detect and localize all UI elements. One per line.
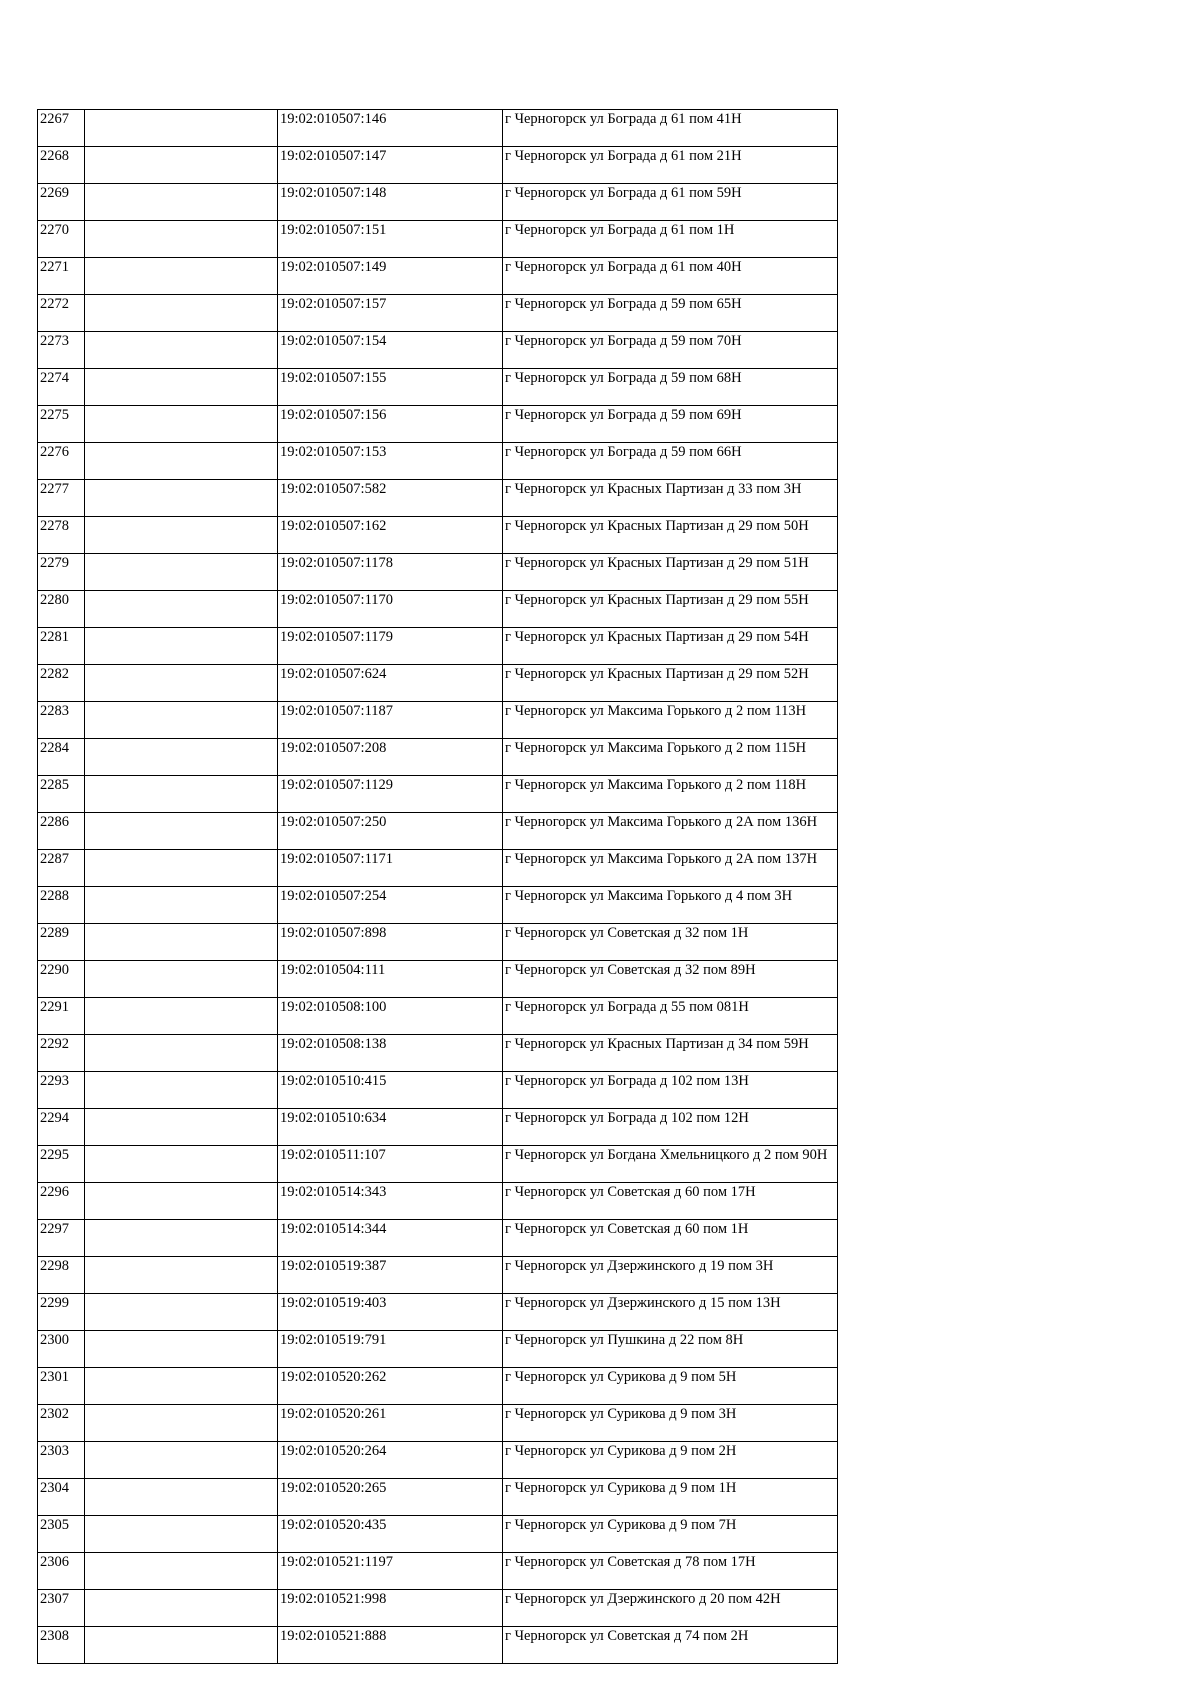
owner-cell: [85, 1479, 278, 1516]
owner-cell: [85, 1516, 278, 1553]
cadastral-number-cell: 19:02:010507:162: [278, 517, 503, 554]
row-number-cell: 2301: [38, 1368, 85, 1405]
owner-cell: [85, 702, 278, 739]
cadastral-number-cell: 19:02:010507:1187: [278, 702, 503, 739]
address-cell: г Черногорск ул Советская д 74 пом 2Н: [503, 1627, 838, 1664]
address-cell: г Черногорск ул Максима Горького д 2А пом 137Н: [503, 850, 838, 887]
table-row: [38, 924, 838, 961]
cadastral-number-cell: 19:02:010519:387: [278, 1257, 503, 1294]
owner-cell: [85, 924, 278, 961]
table-row: [38, 1146, 838, 1183]
address-cell: г Черногорск ул Богдана Хмельницкого д 2 пом 90Н: [503, 1146, 838, 1183]
owner-cell: [85, 1146, 278, 1183]
row-number-cell: 2272: [38, 295, 85, 332]
row-number-cell: 2285: [38, 776, 85, 813]
owner-cell: [85, 554, 278, 591]
row-number-cell: 2293: [38, 1072, 85, 1109]
owner-cell: [85, 1257, 278, 1294]
table-row: [38, 184, 838, 221]
cadastral-number-cell: 19:02:010520:262: [278, 1368, 503, 1405]
cadastral-number-cell: 19:02:010508:138: [278, 1035, 503, 1072]
cadastral-number-cell: 19:02:010507:1171: [278, 850, 503, 887]
cadastral-number-cell: 19:02:010507:149: [278, 258, 503, 295]
address-cell: г Черногорск ул Максима Горького д 2 пом 113Н: [503, 702, 838, 739]
owner-cell: [85, 1183, 278, 1220]
table-row: [38, 1442, 838, 1479]
owner-cell: [85, 406, 278, 443]
table-row: [38, 1109, 838, 1146]
owner-cell: [85, 850, 278, 887]
owner-cell: [85, 1072, 278, 1109]
table-row: [38, 591, 838, 628]
cadastral-number-cell: 19:02:010511:107: [278, 1146, 503, 1183]
address-cell: г Черногорск ул Бограда д 102 пом 13Н: [503, 1072, 838, 1109]
owner-cell: [85, 998, 278, 1035]
owner-cell: [85, 295, 278, 332]
cadastral-number-cell: 19:02:010514:344: [278, 1220, 503, 1257]
row-number-cell: 2278: [38, 517, 85, 554]
address-cell: г Черногорск ул Красных Партизан д 29 пом 55Н: [503, 591, 838, 628]
address-cell: г Черногорск ул Бограда д 61 пом 21Н: [503, 147, 838, 184]
address-cell: г Черногорск ул Красных Партизан д 29 пом 50Н: [503, 517, 838, 554]
table-row: [38, 1257, 838, 1294]
table-row: [38, 1479, 838, 1516]
cadastral-number-cell: 19:02:010520:265: [278, 1479, 503, 1516]
cadastral-number-cell: 19:02:010507:254: [278, 887, 503, 924]
address-cell: г Черногорск ул Бограда д 59 пом 66Н: [503, 443, 838, 480]
table-row: [38, 554, 838, 591]
owner-cell: [85, 628, 278, 665]
table-row: [38, 1035, 838, 1072]
address-cell: г Черногорск ул Советская д 60 пом 1Н: [503, 1220, 838, 1257]
table-row: [38, 1294, 838, 1331]
owner-cell: [85, 1220, 278, 1257]
row-number-cell: 2306: [38, 1553, 85, 1590]
cadastral-number-cell: 19:02:010507:151: [278, 221, 503, 258]
cadastral-number-cell: 19:02:010519:403: [278, 1294, 503, 1331]
row-number-cell: 2304: [38, 1479, 85, 1516]
address-cell: г Черногорск ул Бограда д 59 пом 69Н: [503, 406, 838, 443]
table-row: [38, 1368, 838, 1405]
address-cell: г Черногорск ул Сурикова д 9 пом 3Н: [503, 1405, 838, 1442]
table-row: [38, 1627, 838, 1664]
table-row: [38, 776, 838, 813]
address-cell: г Черногорск ул Бограда д 59 пом 68Н: [503, 369, 838, 406]
cadastral-number-cell: 19:02:010504:111: [278, 961, 503, 998]
table-row: [38, 1331, 838, 1368]
row-number-cell: 2296: [38, 1183, 85, 1220]
cadastral-number-cell: 19:02:010507:156: [278, 406, 503, 443]
cadastral-number-cell: 19:02:010507:1129: [278, 776, 503, 813]
owner-cell: [85, 221, 278, 258]
row-number-cell: 2303: [38, 1442, 85, 1479]
cadastral-number-cell: 19:02:010507:155: [278, 369, 503, 406]
table-row: [38, 369, 838, 406]
address-cell: г Черногорск ул Бограда д 59 пом 70Н: [503, 332, 838, 369]
table-row: [38, 665, 838, 702]
address-cell: г Черногорск ул Красных Партизан д 29 пом 54Н: [503, 628, 838, 665]
row-number-cell: 2299: [38, 1294, 85, 1331]
table-row: [38, 1590, 838, 1627]
cadastral-number-cell: 19:02:010519:791: [278, 1331, 503, 1368]
row-number-cell: 2295: [38, 1146, 85, 1183]
cadastral-number-cell: 19:02:010507:157: [278, 295, 503, 332]
address-cell: г Черногорск ул Бограда д 61 пом 40Н: [503, 258, 838, 295]
address-cell: г Черногорск ул Бограда д 61 пом 59Н: [503, 184, 838, 221]
row-number-cell: 2280: [38, 591, 85, 628]
address-cell: г Черногорск ул Советская д 32 пом 89Н: [503, 961, 838, 998]
owner-cell: [85, 1405, 278, 1442]
address-cell: г Черногорск ул Максима Горького д 2А пом 136Н: [503, 813, 838, 850]
address-cell: г Черногорск ул Сурикова д 9 пом 7Н: [503, 1516, 838, 1553]
row-number-cell: 2294: [38, 1109, 85, 1146]
row-number-cell: 2289: [38, 924, 85, 961]
cadastral-number-cell: 19:02:010507:250: [278, 813, 503, 850]
table-row: [38, 110, 838, 147]
table-row: [38, 406, 838, 443]
row-number-cell: 2307: [38, 1590, 85, 1627]
row-number-cell: 2275: [38, 406, 85, 443]
row-number-cell: 2305: [38, 1516, 85, 1553]
table-row: [38, 628, 838, 665]
address-cell: г Черногорск ул Пушкина д 22 пом 8Н: [503, 1331, 838, 1368]
table-row: [38, 480, 838, 517]
owner-cell: [85, 1590, 278, 1627]
table-row: [38, 147, 838, 184]
table-body: [38, 110, 838, 1664]
address-cell: г Черногорск ул Бограда д 61 пом 41Н: [503, 110, 838, 147]
owner-cell: [85, 739, 278, 776]
address-cell: г Черногорск ул Максима Горького д 2 пом 115Н: [503, 739, 838, 776]
owner-cell: [85, 1294, 278, 1331]
table-row: [38, 1553, 838, 1590]
cadastral-number-cell: 19:02:010520:264: [278, 1442, 503, 1479]
cadastral-number-cell: 19:02:010507:1179: [278, 628, 503, 665]
owner-cell: [85, 1368, 278, 1405]
row-number-cell: 2287: [38, 850, 85, 887]
owner-cell: [85, 1442, 278, 1479]
table-row: [38, 1405, 838, 1442]
cadastral-number-cell: 19:02:010520:435: [278, 1516, 503, 1553]
table-row: [38, 961, 838, 998]
address-cell: г Черногорск ул Дзержинского д 19 пом 3Н: [503, 1257, 838, 1294]
owner-cell: [85, 1331, 278, 1368]
cadastral-number-cell: 19:02:010521:888: [278, 1627, 503, 1664]
row-number-cell: 2283: [38, 702, 85, 739]
address-cell: г Черногорск ул Бограда д 102 пом 12Н: [503, 1109, 838, 1146]
row-number-cell: 2271: [38, 258, 85, 295]
table-row: [38, 332, 838, 369]
address-cell: г Черногорск ул Красных Партизан д 29 пом 51Н: [503, 554, 838, 591]
cadastral-number-cell: 19:02:010507:208: [278, 739, 503, 776]
table-row: [38, 887, 838, 924]
row-number-cell: 2286: [38, 813, 85, 850]
owner-cell: [85, 480, 278, 517]
owner-cell: [85, 1553, 278, 1590]
row-number-cell: 2274: [38, 369, 85, 406]
row-number-cell: 2279: [38, 554, 85, 591]
cadastral-number-cell: 19:02:010507:1170: [278, 591, 503, 628]
owner-cell: [85, 184, 278, 221]
address-cell: г Черногорск ул Сурикова д 9 пом 2Н: [503, 1442, 838, 1479]
address-cell: г Черногорск ул Красных Партизан д 34 пом 59Н: [503, 1035, 838, 1072]
table-row: [38, 258, 838, 295]
cadastral-number-cell: 19:02:010507:153: [278, 443, 503, 480]
property-register-table: [37, 109, 838, 1664]
owner-cell: [85, 110, 278, 147]
row-number-cell: 2281: [38, 628, 85, 665]
address-cell: г Черногорск ул Советская д 32 пом 1Н: [503, 924, 838, 961]
row-number-cell: 2297: [38, 1220, 85, 1257]
owner-cell: [85, 813, 278, 850]
cadastral-number-cell: 19:02:010507:154: [278, 332, 503, 369]
row-number-cell: 2277: [38, 480, 85, 517]
cadastral-number-cell: 19:02:010510:634: [278, 1109, 503, 1146]
table-row: [38, 739, 838, 776]
cadastral-number-cell: 19:02:010507:1178: [278, 554, 503, 591]
address-cell: г Черногорск ул Бограда д 55 пом 081Н: [503, 998, 838, 1035]
row-number-cell: 2284: [38, 739, 85, 776]
row-number-cell: 2267: [38, 110, 85, 147]
table-row: [38, 813, 838, 850]
cadastral-number-cell: 19:02:010507:624: [278, 665, 503, 702]
address-cell: г Черногорск ул Сурикова д 9 пом 5Н: [503, 1368, 838, 1405]
address-cell: г Черногорск ул Дзержинского д 20 пом 42Н: [503, 1590, 838, 1627]
cadastral-number-cell: 19:02:010521:1197: [278, 1553, 503, 1590]
table-row: [38, 517, 838, 554]
owner-cell: [85, 591, 278, 628]
table-row: [38, 1072, 838, 1109]
address-cell: г Черногорск ул Бограда д 59 пом 65Н: [503, 295, 838, 332]
owner-cell: [85, 665, 278, 702]
table-row: [38, 1220, 838, 1257]
owner-cell: [85, 776, 278, 813]
owner-cell: [85, 887, 278, 924]
owner-cell: [85, 1035, 278, 1072]
owner-cell: [85, 961, 278, 998]
owner-cell: [85, 147, 278, 184]
address-cell: г Черногорск ул Максима Горького д 2 пом 118Н: [503, 776, 838, 813]
row-number-cell: 2291: [38, 998, 85, 1035]
address-cell: г Черногорск ул Максима Горького д 4 пом 3Н: [503, 887, 838, 924]
table-row: [38, 1516, 838, 1553]
table-row: [38, 1183, 838, 1220]
row-number-cell: 2269: [38, 184, 85, 221]
table-row: [38, 443, 838, 480]
row-number-cell: 2276: [38, 443, 85, 480]
row-number-cell: 2300: [38, 1331, 85, 1368]
cadastral-number-cell: 19:02:010514:343: [278, 1183, 503, 1220]
table-row: [38, 998, 838, 1035]
address-cell: г Черногорск ул Дзержинского д 15 пом 13Н: [503, 1294, 838, 1331]
address-cell: г Черногорск ул Красных Партизан д 29 пом 52Н: [503, 665, 838, 702]
table-row: [38, 295, 838, 332]
owner-cell: [85, 517, 278, 554]
cadastral-number-cell: 19:02:010510:415: [278, 1072, 503, 1109]
row-number-cell: 2288: [38, 887, 85, 924]
owner-cell: [85, 443, 278, 480]
cadastral-number-cell: 19:02:010521:998: [278, 1590, 503, 1627]
row-number-cell: 2290: [38, 961, 85, 998]
table-row: [38, 850, 838, 887]
row-number-cell: 2282: [38, 665, 85, 702]
table-row: [38, 221, 838, 258]
owner-cell: [85, 332, 278, 369]
row-number-cell: 2268: [38, 147, 85, 184]
owner-cell: [85, 1627, 278, 1664]
cadastral-number-cell: 19:02:010507:898: [278, 924, 503, 961]
address-cell: г Черногорск ул Советская д 60 пом 17Н: [503, 1183, 838, 1220]
row-number-cell: 2270: [38, 221, 85, 258]
cadastral-number-cell: 19:02:010507:147: [278, 147, 503, 184]
row-number-cell: 2302: [38, 1405, 85, 1442]
address-cell: г Черногорск ул Бограда д 61 пом 1Н: [503, 221, 838, 258]
owner-cell: [85, 1109, 278, 1146]
address-cell: г Черногорск ул Советская д 78 пом 17Н: [503, 1553, 838, 1590]
row-number-cell: 2273: [38, 332, 85, 369]
cadastral-number-cell: 19:02:010507:148: [278, 184, 503, 221]
address-cell: г Черногорск ул Красных Партизан д 33 пом 3Н: [503, 480, 838, 517]
table-row: [38, 702, 838, 739]
cadastral-number-cell: 19:02:010508:100: [278, 998, 503, 1035]
owner-cell: [85, 258, 278, 295]
cadastral-number-cell: 19:02:010520:261: [278, 1405, 503, 1442]
row-number-cell: 2298: [38, 1257, 85, 1294]
cadastral-number-cell: 19:02:010507:582: [278, 480, 503, 517]
owner-cell: [85, 369, 278, 406]
cadastral-number-cell: 19:02:010507:146: [278, 110, 503, 147]
row-number-cell: 2308: [38, 1627, 85, 1664]
address-cell: г Черногорск ул Сурикова д 9 пом 1Н: [503, 1479, 838, 1516]
row-number-cell: 2292: [38, 1035, 85, 1072]
